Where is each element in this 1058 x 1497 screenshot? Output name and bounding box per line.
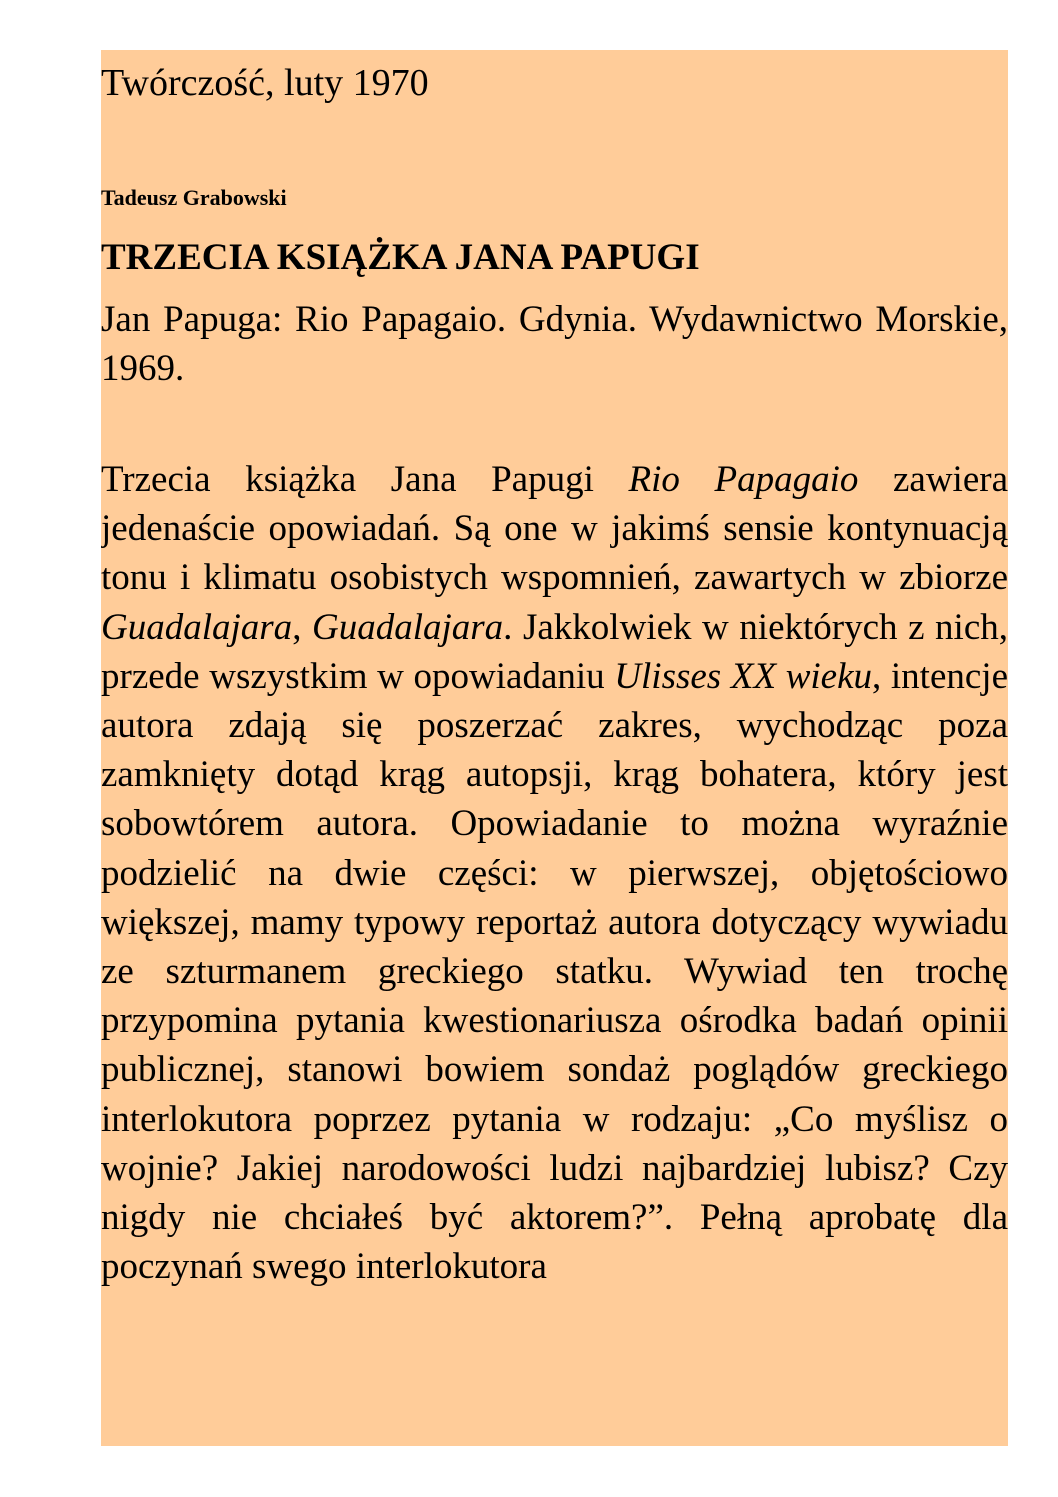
body-text-segment: . Jakkolwiek w niektórych z nich, przede wszystkim w opowiadaniu — [101, 606, 1008, 697]
book-title-guadalajara-repeat: Guadalajara — [311, 606, 504, 648]
body-text-segment: Trzecia książka Jana Papugi — [101, 459, 629, 500]
bibliography-note: Jan Papuga: Rio Papagaio. Gdynia. Wydawnictwo Morskie, 1969. — [101, 299, 1008, 389]
book-title-guadalajara: Guadalajara — [101, 606, 293, 648]
document-page — [101, 50, 1008, 1446]
article-author: Tadeusz Grabowski — [101, 185, 287, 210]
body-text-segment: , intencje autora zdają się poszerzać zakres, wychodząc poza zamknięty dotąd krąg autopsji, krąg bohatera, który jest sobowtórem autora. Opowiadanie to można wyraźnie podzielić na dwie części: w pierwszej, objętościowo większej, mamy typowy reportaż autora dotyczący wywiadu ze szturmanem greckiego statku. Wywiad ten trochę przypomina pytania kwestionariusza ośrodka badań opinii publicznej, stanowi bowiem sondaż poglądów greckiego interlokutora poprzez pytania w rodzaju: „Co myślisz o wojnie? Jakiej narodowości ludzi najbardziej lubisz? Czy nigdy nie chciałeś być aktorem?”. Pełną aprobatę dla poczynań swego interlokutora — [101, 655, 1008, 1288]
book-title-rio-papagaio: Rio Papagaio — [628, 459, 859, 500]
body-text-segment: , — [292, 606, 312, 648]
story-title-ulisses: Ulisses XX wieku — [614, 655, 872, 697]
source-line: Twórczość, luty 1970 — [101, 62, 429, 104]
body-text-segment: zawiera jedenaście opowiadań. Są one w jakimś sensie kontynuacją tonu i klimatu osobistych wspomnień, zawartych w zbiorze — [101, 459, 1008, 599]
article-body — [101, 455, 1008, 1291]
article-title: TRZECIA KSIĄŻKA JANA PAPUGI — [101, 237, 700, 278]
